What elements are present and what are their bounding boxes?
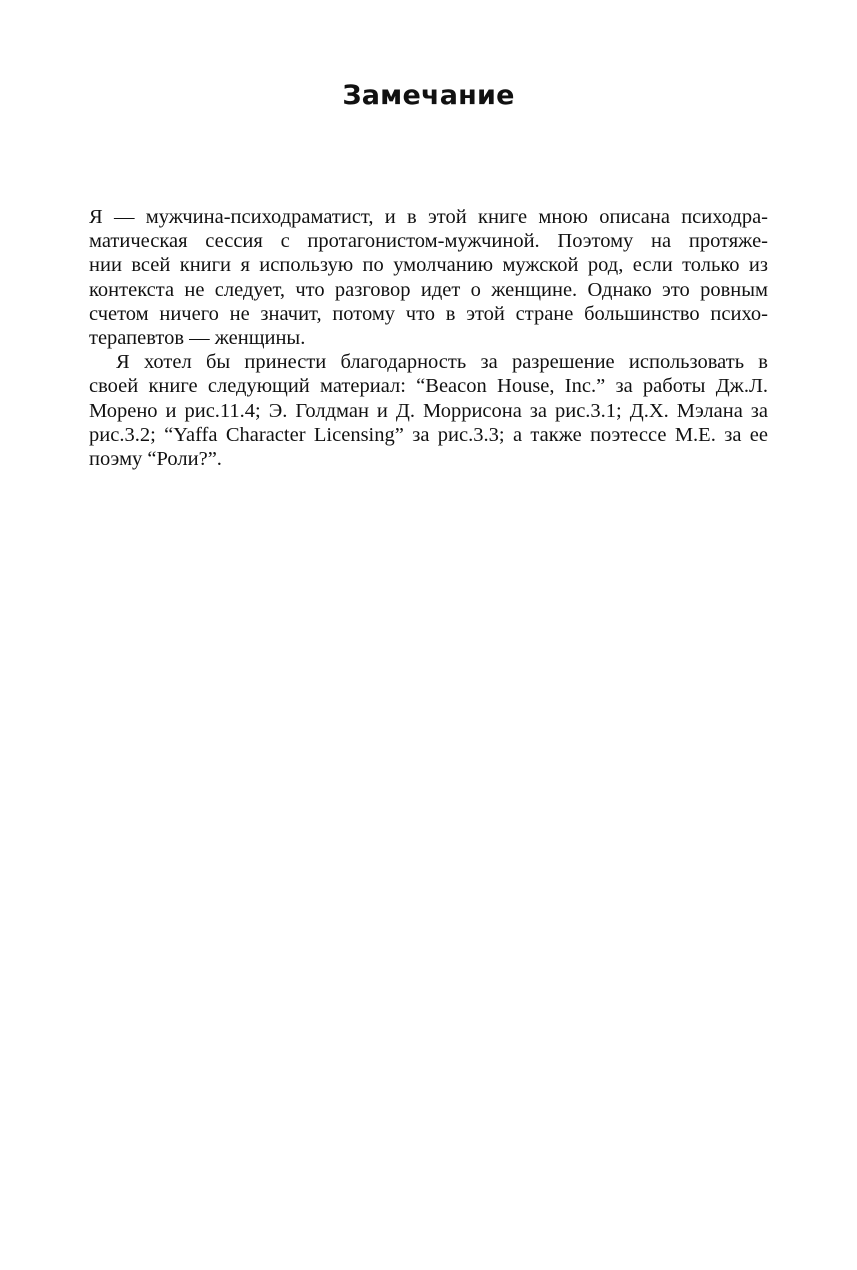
text-line: поэму “Роли?”. [89,447,222,470]
text-line: Я — мужчина-психодраматист, и в этой книге мною описана психодра- [89,206,768,228]
page-title: Замечание [342,80,515,111]
text-line: Я хотел бы принести благодарность за разрешение использовать в [116,351,768,374]
paragraph-acknowledgements [89,350,768,471]
text-line: рис.3.2; “Yaffa Character Licensing” за рис.3.3; а также поэтессе М.Е. за ее [89,423,768,446]
body-text [89,205,768,471]
text-line: своей книге следующий материал: “Beacon House, Inc.” за работы Дж.Л. [89,375,768,398]
text-line: нии всей книги я использую по умолчанию мужской род, если только из [89,254,768,277]
text-line: терапевтов — женщины. [89,326,306,349]
text-line: контекста не следует, что разговор идет о женщине. Однако это ровным [89,278,768,301]
text-line: Морено и рис.11.4; Э. Голдман и Д. Моррисона за рис.3.1; Д.Х. Мэлана за [89,399,768,422]
paragraph-note [89,205,768,350]
text-line: матическая сессия с протагонистом-мужчиной. Поэтому на протяже- [89,230,768,253]
text-line: счетом ничего не значит, потому что в этой стране большинство психо- [89,302,768,325]
